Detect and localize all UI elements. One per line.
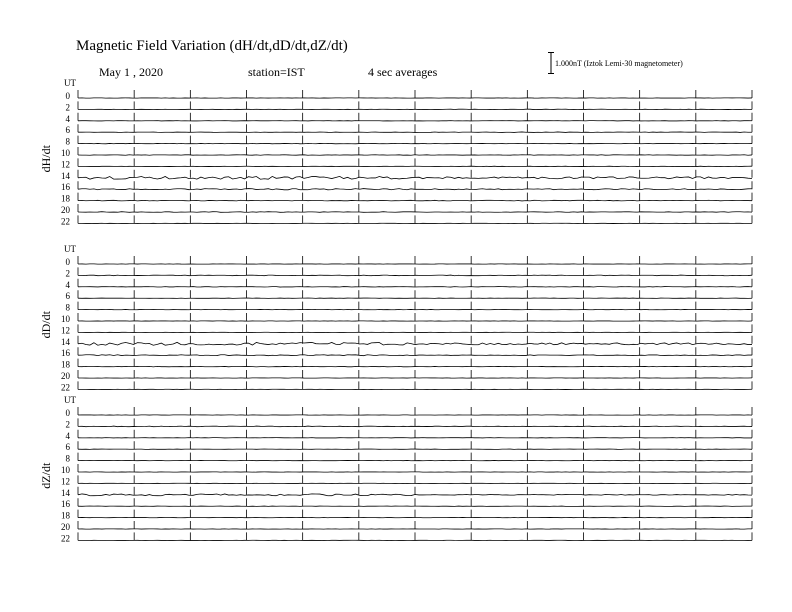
hour-tick-label: 4 bbox=[65, 279, 70, 290]
hour-tick-label: 22 bbox=[61, 533, 70, 544]
hour-tick-label: 6 bbox=[65, 125, 70, 136]
hour-tick-label: 22 bbox=[61, 382, 70, 393]
hour-tick-label: 20 bbox=[61, 205, 70, 215]
station-label: station=IST bbox=[248, 65, 305, 79]
hour-tick-label: 16 bbox=[61, 499, 70, 510]
chart-title: Magnetic Field Variation (dH/dt,dD/dt,dZ/dt) bbox=[76, 38, 348, 54]
hour-tick-label: 12 bbox=[61, 476, 70, 487]
hour-tick-label: 20 bbox=[61, 522, 70, 532]
hour-tick-label: 8 bbox=[65, 302, 70, 313]
hour-tick-label: 16 bbox=[61, 182, 70, 193]
hour-tick-label: 14 bbox=[61, 336, 70, 347]
panel-label: dD/dt bbox=[39, 311, 53, 339]
panel-label: dZ/dt bbox=[39, 462, 53, 489]
hour-tick-label: 0 bbox=[65, 408, 70, 418]
hour-tick-label: 6 bbox=[65, 291, 70, 302]
hour-tick-label: 14 bbox=[61, 487, 70, 498]
hour-tick-label: 12 bbox=[61, 325, 70, 336]
hour-tick-label: 4 bbox=[65, 430, 70, 441]
hour-tick-label: 14 bbox=[61, 170, 70, 181]
hour-tick-label: 10 bbox=[61, 148, 70, 158]
hour-tick-label: 6 bbox=[65, 442, 70, 453]
hour-tick-label: 10 bbox=[61, 465, 70, 475]
panel-label: dH/dt bbox=[39, 145, 53, 173]
hour-tick-label: 8 bbox=[65, 136, 70, 147]
hour-tick-label: 8 bbox=[65, 453, 70, 464]
averaging-label: 4 sec averages bbox=[368, 65, 438, 79]
ut-label: UT bbox=[64, 395, 76, 405]
hour-tick-label: 22 bbox=[61, 216, 70, 227]
hour-tick-label: 10 bbox=[61, 314, 70, 324]
ut-label: UT bbox=[64, 244, 76, 254]
hour-tick-label: 2 bbox=[65, 102, 70, 113]
hour-tick-label: 2 bbox=[65, 419, 70, 430]
hour-tick-label: 18 bbox=[61, 359, 70, 370]
hour-tick-label: 2 bbox=[65, 268, 70, 279]
hour-tick-label: 0 bbox=[65, 91, 70, 101]
hour-tick-label: 18 bbox=[61, 510, 70, 521]
hour-tick-label: 0 bbox=[65, 257, 70, 267]
hour-tick-label: 20 bbox=[61, 371, 70, 381]
hour-tick-label: 16 bbox=[61, 348, 70, 359]
hour-tick-label: 18 bbox=[61, 193, 70, 204]
date-label: May 1 , 2020 bbox=[99, 65, 163, 79]
ut-label: UT bbox=[64, 78, 76, 88]
scale-label: 1.000nT (Iztok Lemi-30 magnetometer) bbox=[555, 59, 683, 68]
hour-tick-label: 4 bbox=[65, 113, 70, 124]
hour-tick-label: 12 bbox=[61, 159, 70, 170]
